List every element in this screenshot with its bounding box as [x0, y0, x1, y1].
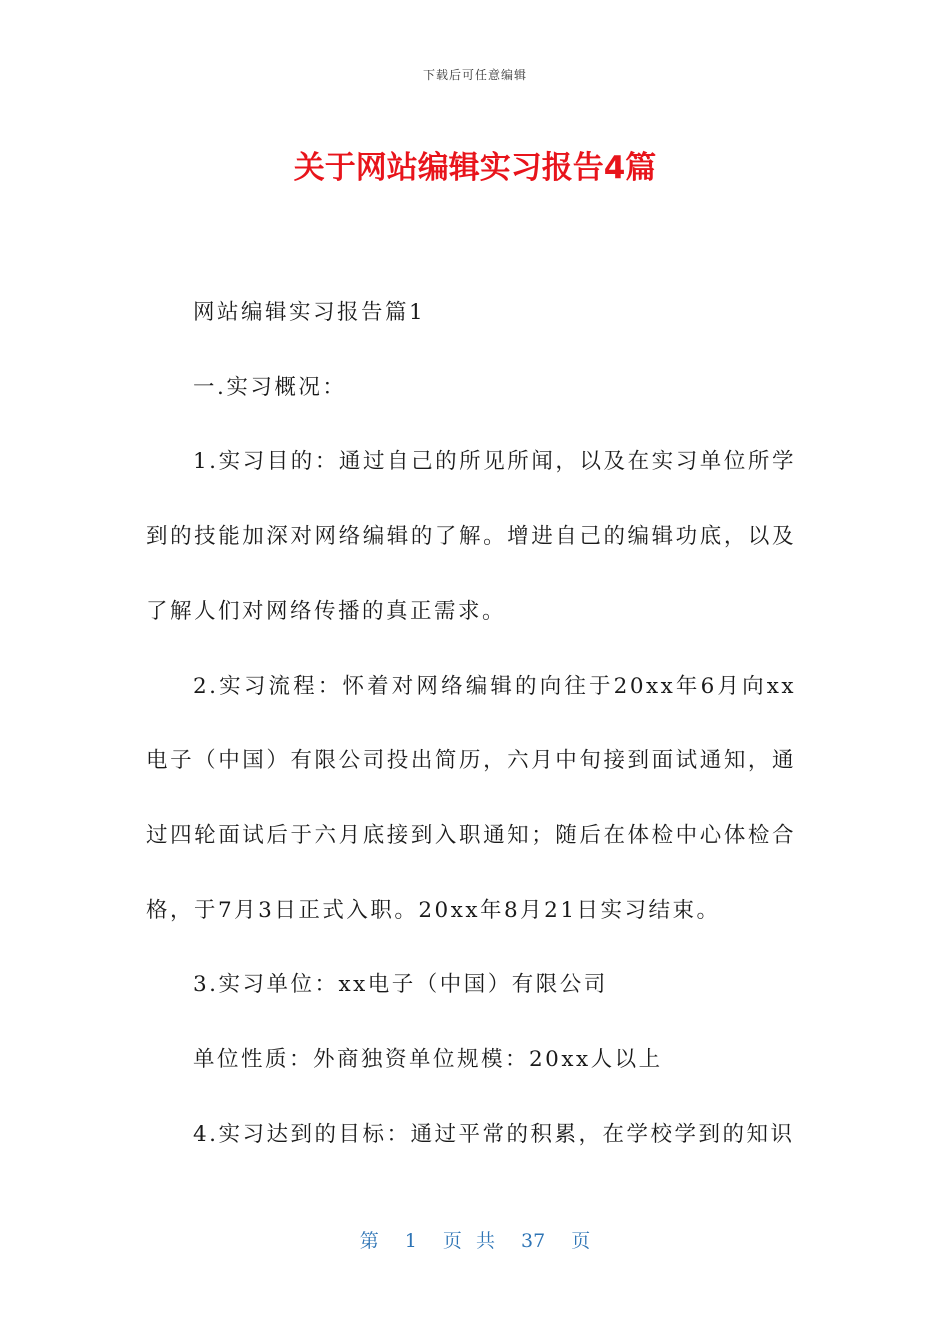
- subsection-heading: 一.实习概况：: [193, 374, 347, 400]
- header-note: 下载后可任意编辑: [422, 68, 527, 82]
- page-suffix: 页: [571, 1230, 591, 1252]
- page-current: 1: [404, 1230, 417, 1252]
- page-mid: 页 共: [442, 1230, 495, 1252]
- page-prefix: 第: [359, 1230, 379, 1252]
- page-total: 37: [521, 1230, 546, 1252]
- paragraph-unit: 3.实习单位：xx电子（中国）有限公司: [193, 972, 608, 998]
- paragraph-process: 2.实习流程：怀着对网络编辑的向往于20xx年6月向xx电子（中国）有限公司投出简历，六月中旬接到面试通知，通过四轮面试后于六月底接到入职通知；随后在体检中心体检合格，于7月3日正式入职。20xx年8月21日实习结束。: [146, 673, 796, 923]
- paragraph-goals: 4.实习达到的目标：通过平常的积累，在学校学到的知识: [193, 1121, 795, 1147]
- paragraph-unit-nature: 单位性质：外商独资单位规模：20xx人以上: [193, 1047, 663, 1073]
- page-number: [0, 1226, 950, 1253]
- paragraph-purpose: 1.实习目的：通过自己的所见所闻，以及在实习单位所学到的技能加深对网络编辑的了解。增进自己的编辑功底，以及了解人们对网络传播的真正需求。: [146, 449, 796, 624]
- document-title: 关于网站编辑实习报告4篇: [293, 150, 657, 186]
- document-body: [146, 276, 796, 1172]
- section-heading: 网站编辑实习报告篇1: [193, 300, 426, 325]
